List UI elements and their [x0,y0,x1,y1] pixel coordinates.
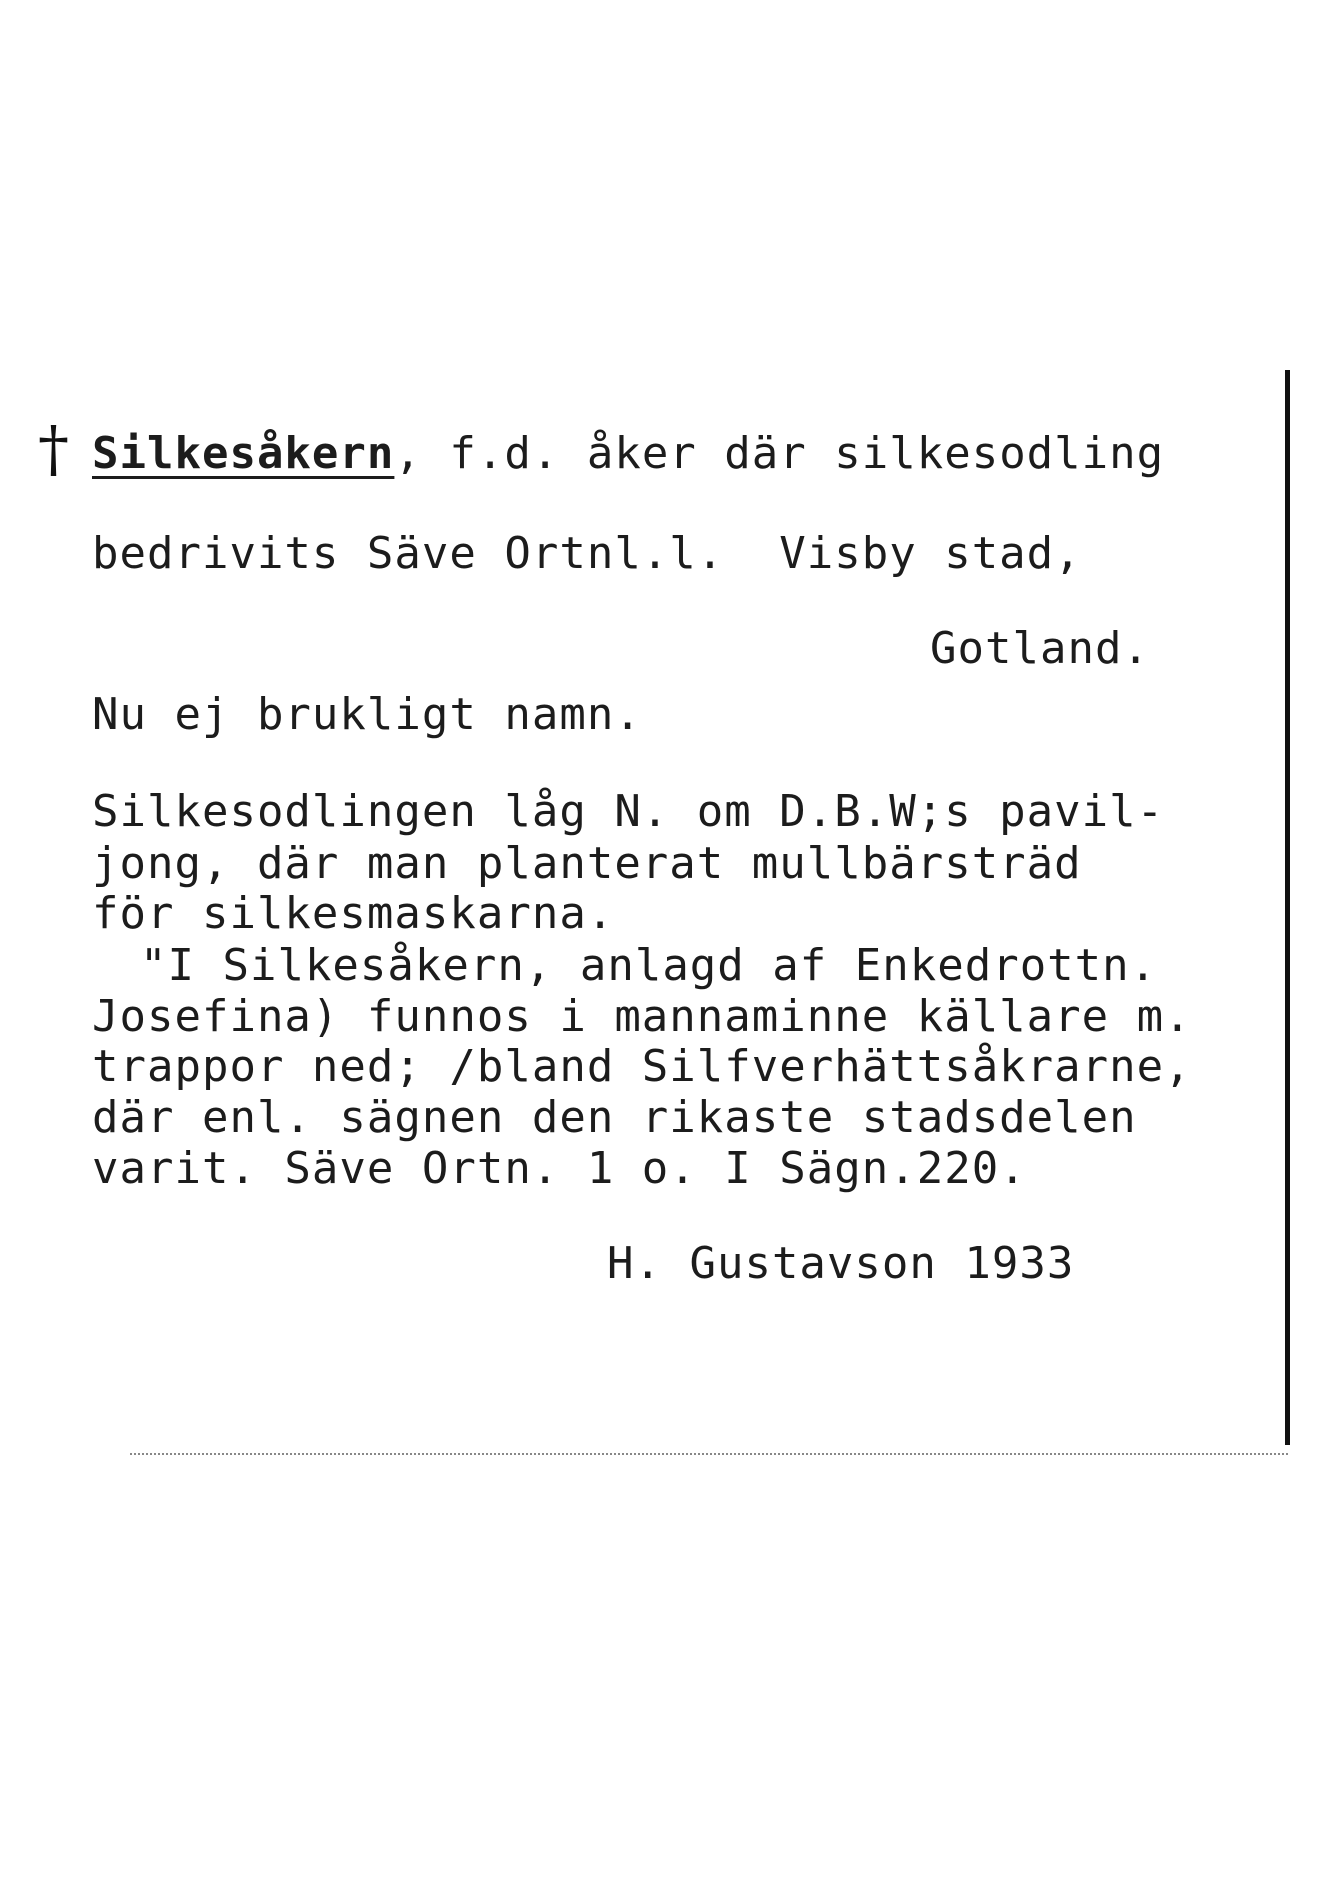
text-line-9: Josefina) funnos i mannaminne källare m. [92,991,1192,1042]
cross-mark: † [38,412,69,485]
text-line-2: bedrivits Säve Ortnl.l. Visby stad, [92,528,1082,579]
card-bottom-edge [130,1453,1288,1455]
headword: Silkesåkern [92,428,395,479]
signature-line: H. Gustavson 1933 [607,1238,1075,1289]
text-line-8: "I Silkesåkern, anlagd af Enkedrottn. [140,940,1158,991]
text-line-5: Silkesodlingen låg N. om D.B.W;s pavil- [92,786,1165,837]
headline [92,428,1165,479]
text-line-6: jong, där man planterat mullbärsträd [92,838,1082,889]
text-line-12: varit. Säve Ortn. 1 o. I Sägn.220. [92,1143,1027,1194]
text-line-4: Nu ej brukligt namn. [92,689,642,740]
text-line-10: trappor ned; /bland Silfverhättsåkrarne, [92,1041,1192,1092]
text-line-3: Gotland. [930,623,1150,674]
headword-definition: , f.d. åker där silkesodling [394,428,1165,479]
text-line-7: för silkesmaskarna. [92,888,615,939]
card-right-edge [1285,370,1290,1445]
text-line-11: där enl. sägnen den rikaste stadsdelen [92,1092,1137,1143]
